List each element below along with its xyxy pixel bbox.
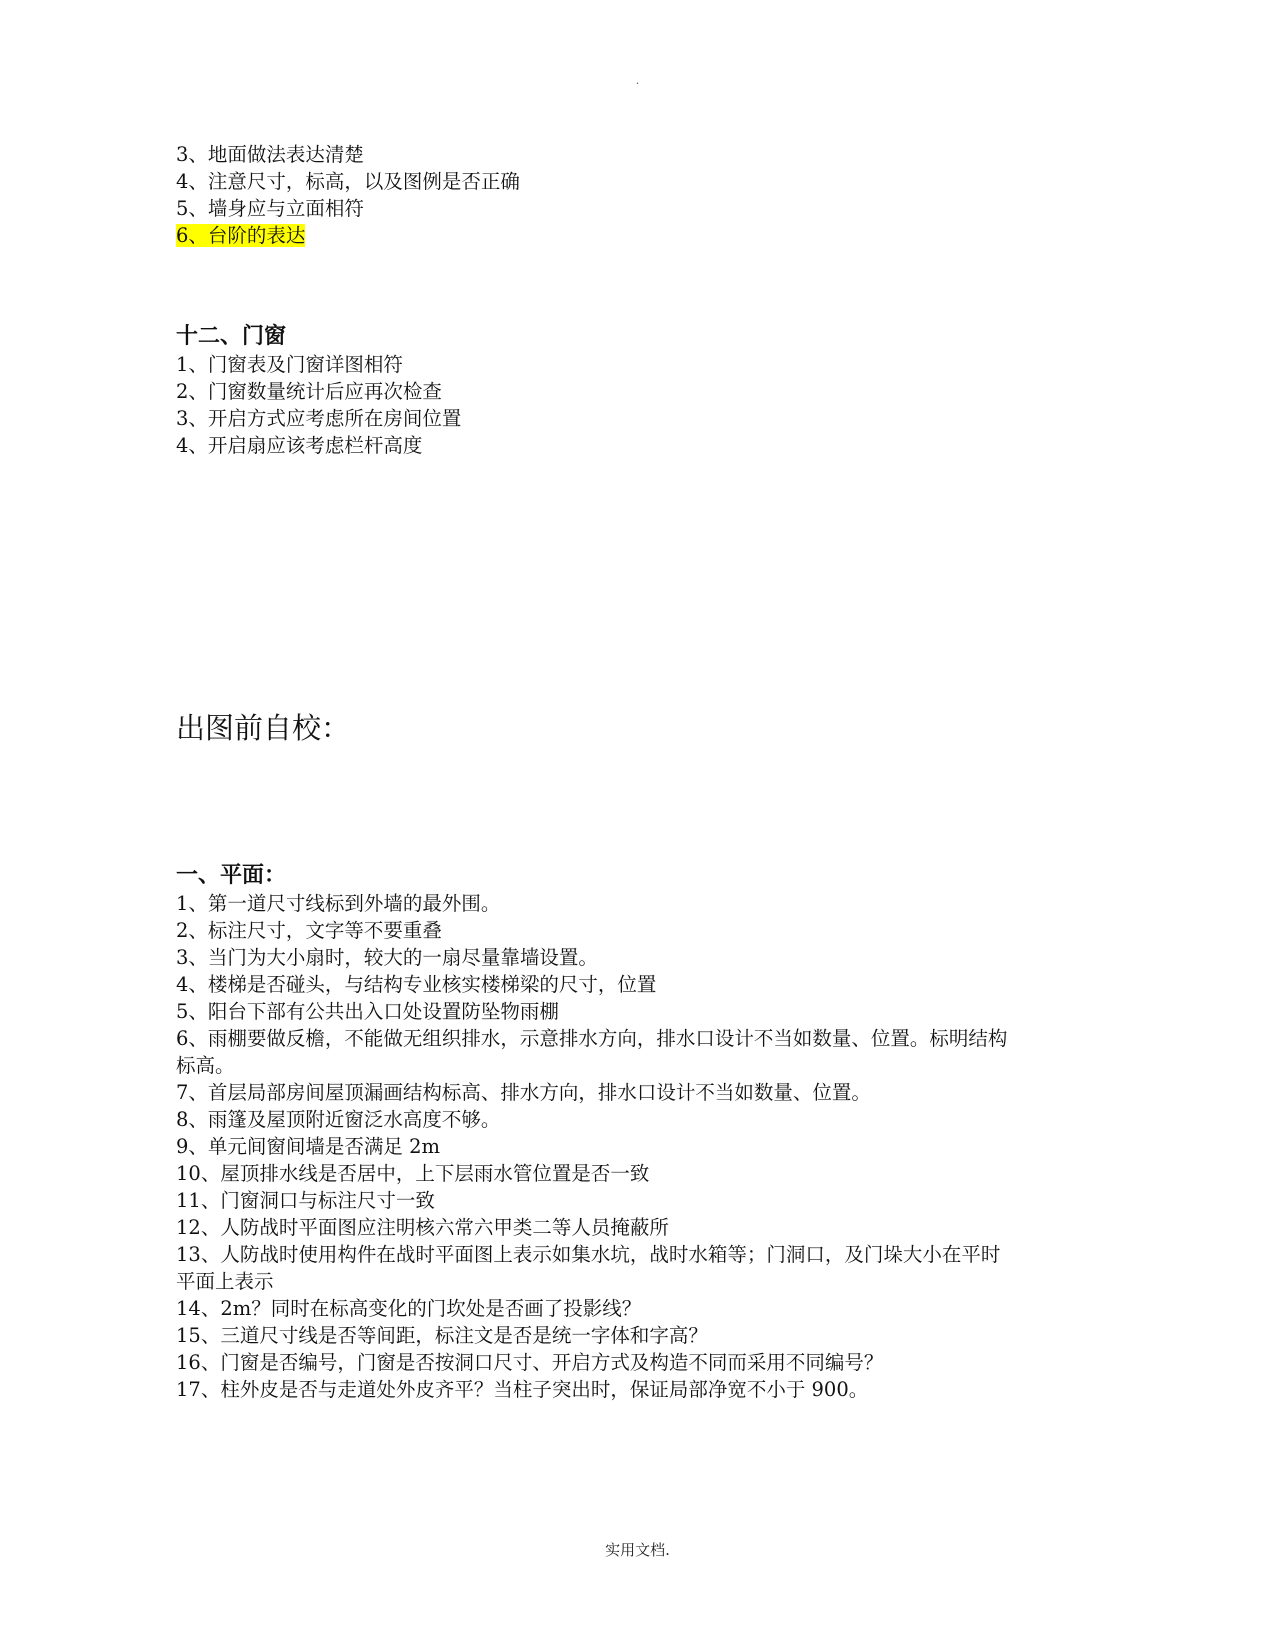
list-item: 3、当门为大小扇时，较大的一扇尽量靠墙设置。: [176, 946, 598, 969]
list-item: 11、门窗洞口与标注尺寸一致: [176, 1189, 435, 1212]
list-item-continuation: 标高。: [176, 1054, 235, 1077]
list-item: 3、地面做法表达清楚: [176, 143, 364, 166]
list-item: 8、雨篷及屋顶附近窗泛水高度不够。: [176, 1108, 501, 1131]
list-item: 12、人防战时平面图应注明核六常六甲类二等人员掩蔽所: [176, 1216, 669, 1239]
list-item: 5、阳台下部有公共出入口处设置防坠物雨棚: [176, 1000, 559, 1023]
list-item: 1、门窗表及门窗详图相符: [176, 353, 403, 376]
list-item: 4、注意尺寸，标高，以及图例是否正确: [176, 170, 520, 193]
list-item: 17、柱外皮是否与走道处外皮齐平？当柱子突出时，保证局部净宽不小于 900。: [176, 1378, 869, 1401]
list-item: 9、单元间窗间墙是否满足 2m: [176, 1135, 441, 1158]
section-heading-doors-windows: 十二、门窗: [176, 323, 287, 349]
list-item: 13、人防战时使用构件在战时平面图上表示如集水坑，战时水箱等；门洞口，及门垛大小在平时: [176, 1243, 1001, 1266]
list-item: 3、开启方式应考虑所在房间位置: [176, 407, 462, 430]
list-item: 2、标注尺寸，文字等不要重叠: [176, 919, 442, 942]
list-item: 6、雨棚要做反檐，不能做无组织排水，示意排水方向，排水口设计不当如数量、位置。标明结构: [176, 1027, 1008, 1050]
page-header-mark: .: [635, 74, 640, 87]
page-title-selfcheck: 出图前自校：: [176, 711, 351, 745]
list-item: 16、门窗是否编号，门窗是否按洞口尺寸、开启方式及构造不同而采用不同编号？: [176, 1351, 884, 1374]
list-item-continuation: 平面上表示: [176, 1270, 274, 1293]
list-item: 2、门窗数量统计后应再次检查: [176, 380, 442, 403]
list-item: 4、开启扇应该考虑栏杆高度: [176, 434, 423, 457]
list-item: 14、2m？同时在标高变化的门坎处是否画了投影线？: [176, 1297, 642, 1320]
list-item: 4、楼梯是否碰头，与结构专业核实楼梯梁的尺寸，位置: [176, 973, 657, 996]
list-item: 10、屋顶排水线是否居中，上下层雨水管位置是否一致: [176, 1162, 650, 1185]
section-heading-plan: 一、平面：: [176, 862, 287, 888]
list-item: 15、三道尺寸线是否等间距，标注文是否是统一字体和字高？: [176, 1324, 708, 1347]
page-footer: 实用文档.: [605, 1541, 670, 1559]
highlighted-text: 6、台阶的表达: [176, 224, 306, 247]
list-item: 5、墙身应与立面相符: [176, 197, 364, 220]
list-item-highlighted: [176, 222, 305, 250]
list-item: 1、第一道尺寸线标到外墙的最外围。: [176, 892, 501, 915]
list-item: 7、首层局部房间屋顶漏画结构标高、排水方向，排水口设计不当如数量、位置。: [176, 1081, 871, 1104]
